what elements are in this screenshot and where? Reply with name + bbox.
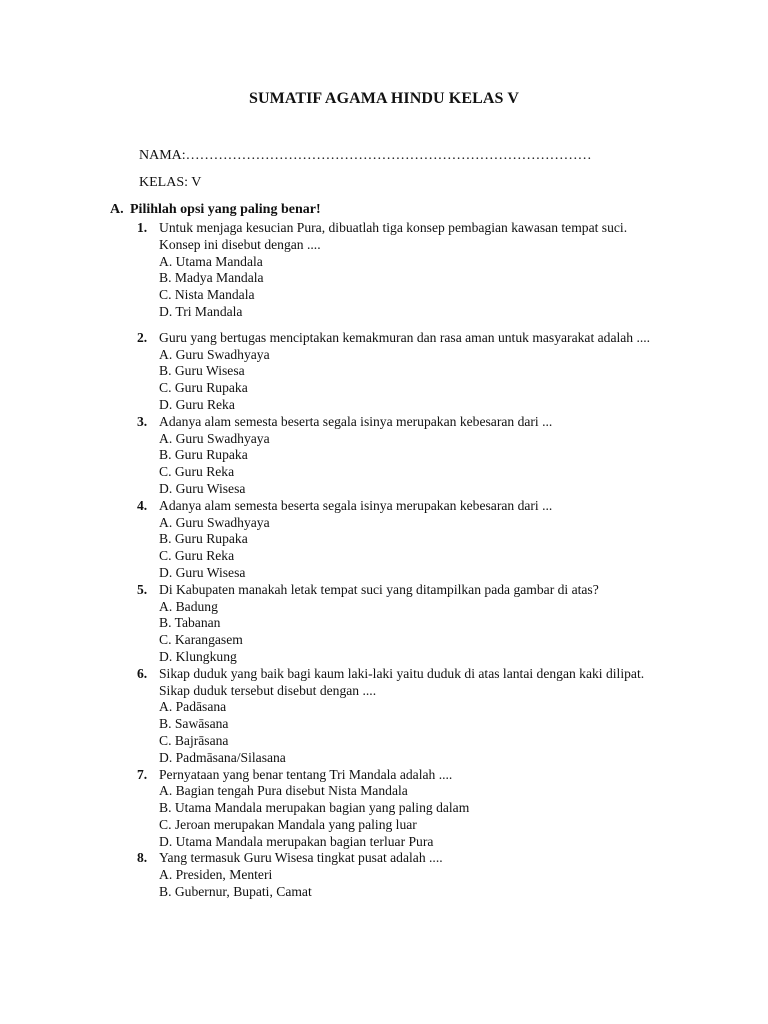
question-item	[110, 850, 670, 900]
section-letter: A.	[110, 202, 124, 217]
question-item	[110, 498, 670, 582]
answer-option: B. Tabanan	[159, 615, 221, 631]
answer-option: A. Utama Mandala	[159, 253, 263, 269]
question-number: 5.	[137, 581, 148, 597]
answer-option: B. Utama Mandala merupakan bagian yang paling dalam	[159, 800, 470, 816]
question-list	[110, 220, 670, 901]
section-instruction: Pilihlah opsi yang paling benar!	[130, 202, 321, 217]
answer-option: D. Guru Wisesa	[159, 564, 246, 580]
answer-option: B. Guru Rupaka	[159, 531, 248, 547]
answer-option: D. Guru Wisesa	[159, 480, 246, 496]
answer-option: D. Tri Mandala	[159, 303, 243, 319]
page-title: SUMATIF AGAMA HINDU KELAS V	[249, 90, 519, 107]
question-text: Guru yang bertugas menciptakan kemakmuran dan rasa aman untuk masyarakat adalah ....	[159, 329, 651, 345]
question-number: 2.	[137, 329, 148, 345]
name-field-label: NAMA:……………………………………………………………………………	[139, 148, 592, 163]
question-item	[110, 582, 670, 666]
question-number: 8.	[137, 850, 148, 866]
question-item	[110, 414, 670, 498]
answer-option: C. Karangasem	[159, 632, 243, 648]
answer-option: B. Sawāsana	[159, 716, 229, 732]
answer-option: A. Padāsana	[159, 699, 227, 715]
question-number: 7.	[137, 766, 148, 782]
section-heading	[110, 202, 321, 218]
answer-option: A. Guru Swadhyaya	[159, 514, 270, 530]
answer-option: C. Nista Mandala	[159, 287, 255, 303]
question-text: Sikap duduk yang baik bagi kaum laki-laki yaitu duduk di atas lantai dengan kaki dilipat. Sikap duduk tersebut disebut dengan ....	[159, 665, 645, 698]
question-text: Pernyataan yang benar tentang Tri Mandala adalah ....	[159, 766, 453, 782]
answer-option: B. Gubernur, Bupati, Camat	[159, 884, 312, 900]
question-number: 1.	[137, 220, 148, 235]
answer-option: C. Guru Reka	[159, 548, 235, 564]
answer-option: C. Jeroan merupakan Mandala yang paling luar	[159, 816, 417, 832]
answer-option: C. Guru Rupaka	[159, 380, 248, 396]
answer-option: A. Presiden, Menteri	[159, 867, 273, 883]
answer-option: A. Guru Swadhyaya	[159, 346, 270, 362]
answer-option: B. Madya Mandala	[159, 270, 264, 286]
question-text: Adanya alam semesta beserta segala isinya merupakan kebesaran dari ...	[159, 497, 553, 513]
answer-option: D. Klungkung	[159, 648, 237, 664]
question-text: Adanya alam semesta beserta segala isinya merupakan kebesaran dari ...	[159, 413, 553, 429]
question-text: Yang termasuk Guru Wisesa tingkat pusat adalah ....	[159, 850, 443, 866]
question-number: 4.	[137, 497, 148, 513]
class-field-label: KELAS: V	[139, 175, 202, 190]
answer-option: C. Guru Reka	[159, 464, 235, 480]
answer-option: B. Guru Rupaka	[159, 447, 248, 463]
answer-option: D. Utama Mandala merupakan bagian terluar Pura	[159, 833, 434, 849]
question-text: Di Kabupaten manakah letak tempat suci yang ditampilkan pada gambar di atas?	[159, 581, 599, 597]
question-item	[110, 330, 670, 414]
answer-option: B. Guru Wisesa	[159, 363, 245, 379]
question-item	[110, 666, 670, 767]
question-item	[110, 220, 670, 321]
question-number: 3.	[137, 413, 148, 429]
answer-option: D. Guru Reka	[159, 396, 235, 412]
answer-option: C. Bajrāsana	[159, 732, 229, 748]
answer-option: A. Badung	[159, 598, 218, 614]
answer-option: A. Bagian tengah Pura disebut Nista Mandala	[159, 783, 408, 799]
question-text: Untuk menjaga kesucian Pura, dibuatlah tiga konsep pembagian kawasan tempat suci. Konsep ini disebut dengan ....	[159, 220, 628, 252]
question-item	[110, 767, 670, 851]
answer-option: A. Guru Swadhyaya	[159, 430, 270, 446]
question-number: 6.	[137, 665, 148, 681]
answer-option: D. Padmāsana/Silasana	[159, 749, 286, 765]
